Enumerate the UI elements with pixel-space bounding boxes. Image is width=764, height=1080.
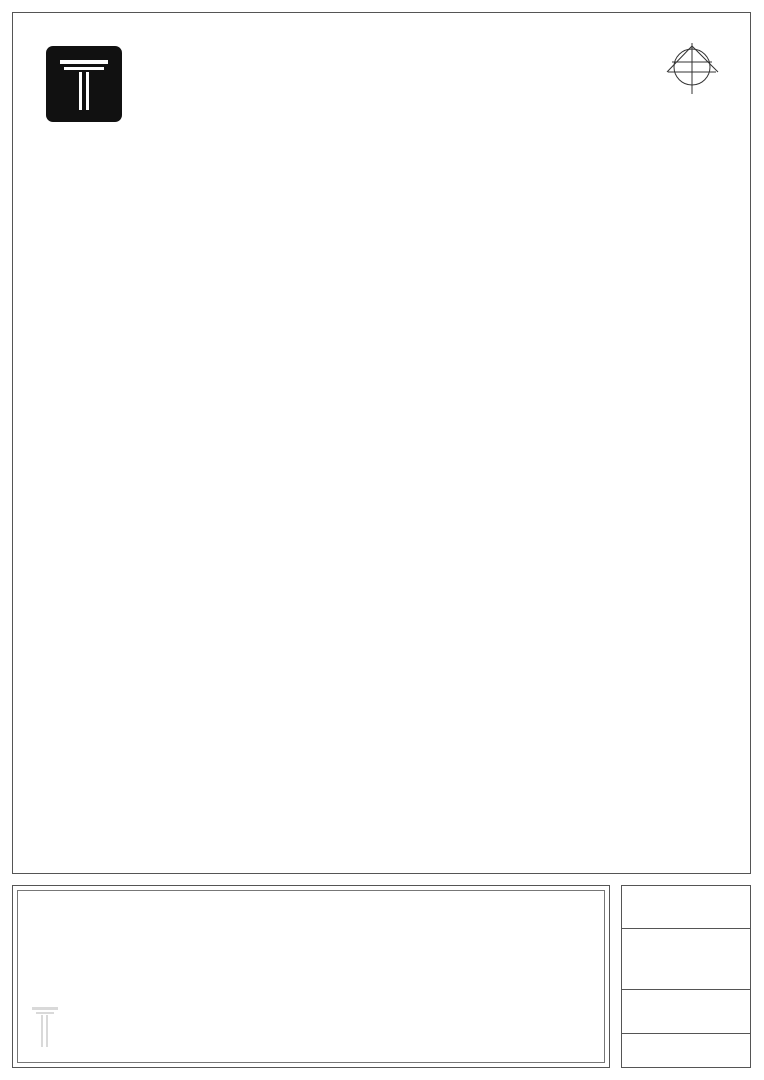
north-arrow-icon — [667, 43, 718, 94]
drawing-scale — [622, 989, 750, 1034]
watermark — [32, 1003, 182, 1051]
title-block — [621, 885, 751, 1068]
drawing-title — [622, 928, 750, 990]
title-heading — [622, 886, 750, 929]
watermark-logo-icon — [32, 1003, 62, 1051]
sheet-size — [622, 1033, 750, 1067]
